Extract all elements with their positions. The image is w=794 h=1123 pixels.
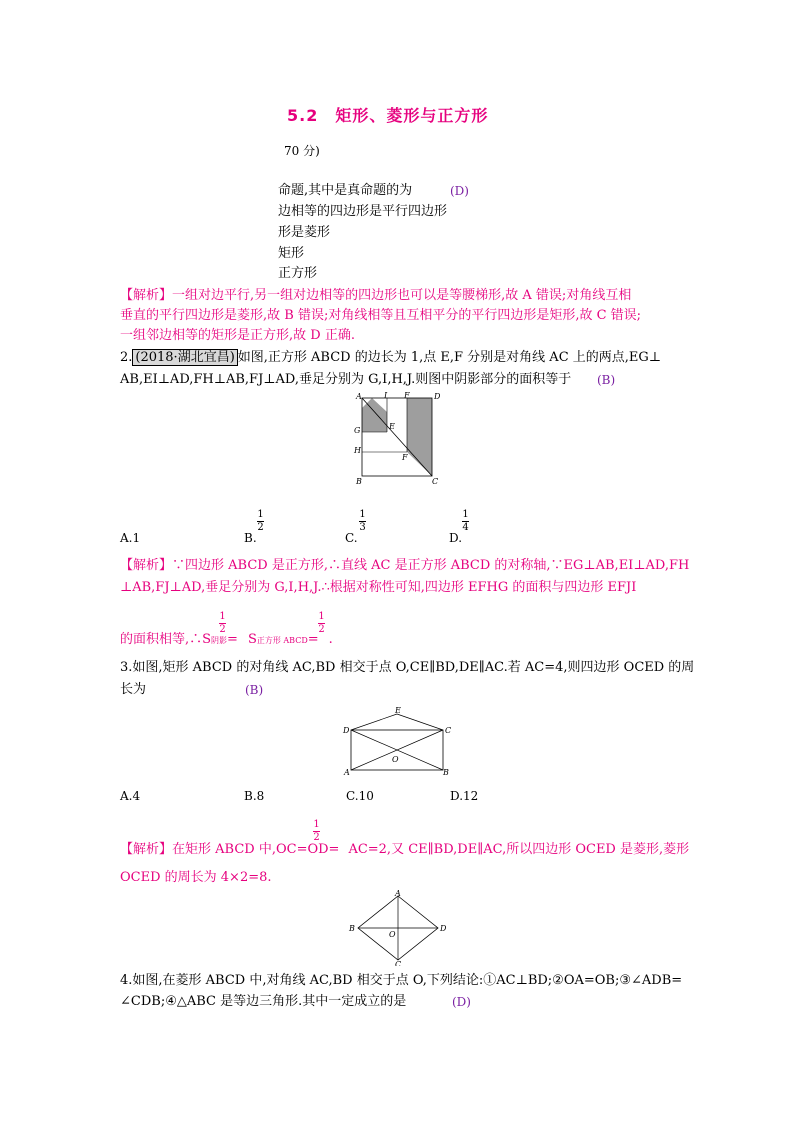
score-note: 70 分) [284, 144, 320, 158]
label-c: C [445, 726, 452, 735]
q4-stem-line-2: ∠CDB;④△ABC 是等边三角形.其中一定成立的是 [120, 994, 407, 1009]
label-o: O [392, 755, 399, 764]
q2-frac-b: 1 2 [257, 509, 264, 533]
q4-stem-line-1: 4.如图,在菱形 ABCD 中,对角线 AC,BD 相交于点 O,下列结论:①AC⊥BD;②OA=OB;③∠ADB= [120, 973, 683, 988]
label-g: G [354, 426, 361, 435]
label-a: A [395, 890, 401, 898]
q2-answer: (B) [597, 373, 616, 387]
label-b: B [356, 477, 362, 486]
q1-option-3: 矩形 [278, 246, 305, 261]
q1-analysis-line-3: 一组邻边相等的矩形是正方形,故 D 正确. [120, 328, 355, 343]
q1-analysis-line-2: 垂直的平行四边形是菱形,故 B 错误;对角线相等且互相平分的平行四边形是矩形,故 C 错误; [120, 308, 642, 323]
label-e: E [395, 706, 401, 715]
q1-option-1: 边相等的四边形是平行四边形 [278, 204, 448, 219]
q3-stem-line-1: 3.如图,矩形 ABCD 的对角线 AC,BD 相交于点 O,CE∥BD,DE∥AC.若 AC=4,则四边形 OCED 的周 [120, 660, 695, 675]
label-b: B [349, 924, 355, 933]
q2-square-figure [352, 392, 448, 487]
q2-source-badge: (2018·湖北宜昌) [132, 349, 237, 366]
q3-option-b: B.8 [244, 789, 265, 803]
q3-analysis-frac: 1 2 [313, 819, 320, 843]
q3-option-c: C.10 [346, 789, 374, 803]
q2-stem-line-2: AB,EI⊥AD,FH⊥AB,FJ⊥AD,垂足分别为 G,I,H,J.则图中阴影部分的面积等于 [120, 372, 572, 387]
label-i: I [384, 392, 388, 400]
q3-option-d: D.12 [450, 789, 479, 803]
q1-option-4: 正方形 [278, 266, 318, 281]
q3-rectangle-figure [342, 706, 454, 776]
label-d: D [343, 726, 350, 735]
label-f: F [402, 453, 408, 462]
q2-analysis-line-2: ⊥AB,FJ⊥AD,垂足分别为 G,I,H,J.∴根据对称性可知,四边形 EFHG 的面积与四边形 EFJI [120, 580, 637, 595]
label-a: A [356, 392, 362, 401]
q2-option-d: D. [449, 531, 463, 545]
label-c: C [395, 960, 402, 966]
q2-frac-c: 1 3 [359, 509, 366, 533]
q3-answer: (B) [245, 683, 264, 697]
q3-stem-line-2: 长为 [120, 682, 147, 697]
q1-answer: (D) [450, 184, 469, 198]
q3-option-a: A.4 [120, 789, 141, 803]
q2-analysis-line-1: 【解析】∵四边形 ABCD 是正方形,∴直线 AC 是正方形 ABCD 的对称轴,∵EG⊥AB,EI⊥AD,FH [120, 558, 690, 573]
label-o: O [389, 930, 396, 939]
label-c: C [432, 477, 439, 486]
q2-analysis-frac-1: 1 2 [219, 611, 226, 635]
page-title: 5.2 矩形、菱形与正方形 [287, 106, 489, 125]
q1-analysis-tag: 【解析】 [120, 288, 173, 303]
q2-stem-line-1: 2. (2018·湖北宜昌) 如图,正方形 ABCD 的边长为 1,点 E,F 分别是对角线 AC 上的两点,EG⊥ [120, 350, 662, 365]
q2-analysis-frac-2: 1 2 [318, 611, 325, 635]
label-d: D [440, 924, 447, 933]
label-b: B [443, 768, 449, 776]
q3-analysis-line-1: 【解析】在矩形 ABCD 中,OC=OD= AC=2,又 CE∥BD,DE∥AC,所以四边形 OCED 是菱形,菱形 [120, 842, 690, 857]
q1-stem: 命题,其中是真命题的为 [278, 183, 413, 198]
q2-frac-d: 1 4 [462, 509, 469, 533]
q2-option-a: A.1 [120, 531, 141, 545]
label-a: A [344, 768, 350, 776]
label-j: F [404, 392, 410, 400]
label-e: E [389, 422, 395, 431]
q1-option-2: 形是菱形 [278, 225, 331, 240]
q2-analysis-line-3: 的面积相等,∴S阴影= S正方形 ABCD= . [120, 632, 333, 647]
q4-answer: (D) [452, 995, 471, 1009]
q2-option-b: B. [244, 531, 257, 545]
label-h: H [354, 446, 361, 455]
q3-analysis-line-2: OCED 的周长为 4×2=8. [120, 870, 272, 885]
label-d: D [434, 392, 441, 401]
q2-option-c: C. [345, 531, 358, 545]
q4-rhombus-figure [346, 890, 452, 966]
q1-analysis-line-1: 【解析】一组对边平行,另一组对边相等的四边形也可以是等腰梯形,故 A 错误;对角线互相 [120, 288, 632, 303]
